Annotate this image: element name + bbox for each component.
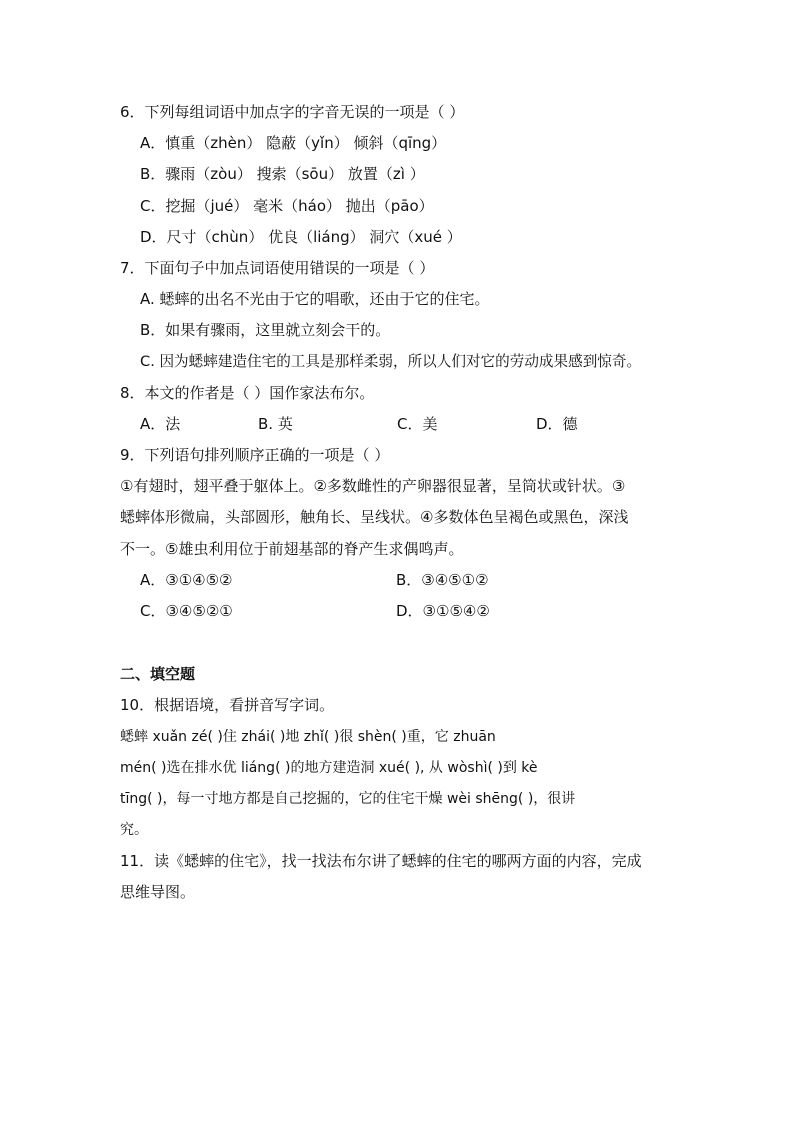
q9-option-c: C．③④⑤②① [140,602,233,620]
q8-option-c: C．美 [397,415,438,433]
q10-line-4: 究。 [120,822,148,838]
q8-options [140,414,660,434]
q6-option-c: C．挖掘（jué） 毫米（háo） 抛出（pāo） [140,197,434,215]
q7-option-c: C. 因为蟋蟀建造住宅的工具是那样柔弱，所以人们对它的劳动成果感到惊奇。 [140,353,642,370]
q9-option-d: D．③①⑤④② [396,602,490,620]
q9-options-row-2 [140,601,640,621]
q6-stem: 6．下列每组词语中加点字的字音无误的一项是（ ） [120,103,465,121]
q11-line-1: 11．读《蟋蟀的住宅》，找一找法布尔讲了蟋蟀的住宅的哪两方面的内容，完成 [120,852,642,870]
q7-stem: 7．下面句子中加点词语使用错误的一项是（ ） [120,259,435,277]
q11-line-2: 思维导图。 [120,883,196,901]
q9-stem: 9．下列语句排列顺序正确的一项是（ ） [120,446,390,464]
q8-option-d: D．德 [536,415,578,433]
q6-option-d: D．尺寸（chùn） 优良（liáng） 洞穴（xué ） [140,228,462,246]
q7-option-a: A. 蟋蟀的出名不光由于它的唱歌，还由于它的住宅。 [140,290,490,308]
q6-option-a: A．慎重（zhèn） 隐蔽（yǐn） 倾斜（qīng） [140,134,447,152]
q10-line-3: tīng( )，每一寸地方都是自己挖掘的，它的住宅干燥 wèi shēng( )，很讲 [120,791,576,807]
q7-option-b: B．如果有骤雨，这里就立刻会干的。 [140,321,391,339]
q9-option-a: A．③①④⑤② [140,571,233,589]
q8-option-b: B. 英 [258,415,293,433]
q9-passage-line-3: 不一。⑤雄虫利用位于前翅基部的脊产生求偶鸣声。 [120,540,464,558]
q9-option-b: B．③④⑤①② [396,571,489,589]
q10-stem: 10．根据语境，看拼音写字词。 [120,696,335,714]
q9-passage-line-1: ①有翅时，翅平叠于躯体上。②多数雌性的产卵器很显著，呈筒状或针状。③ [120,477,626,495]
q8-option-a: A．法 [140,415,181,433]
q8-stem: 8．本文的作者是（ ）国作家法布尔。 [120,384,375,402]
section-title-fill-blank: 二、填空题 [120,665,196,683]
q9-options-row-1 [140,570,640,590]
q10-line-2: mén( )选在排水优 liáng( )的地方建造洞 xué( ), 从 wòshì( )到 kè [120,760,538,776]
q9-passage-line-2: 蟋蟀体形微扁，头部圆形，触角长、呈线状。④多数体色呈褐色或黑色，深浅 [120,508,629,526]
q6-option-b: B．骤雨（zòu） 搜索（sōu） 放置（zì ） [140,165,425,183]
q10-line-1: 蟋蟀 xuǎn zé( )住 zhái( )地 zhǐ( )很 shèn( )重，它 zhuān [120,729,496,745]
